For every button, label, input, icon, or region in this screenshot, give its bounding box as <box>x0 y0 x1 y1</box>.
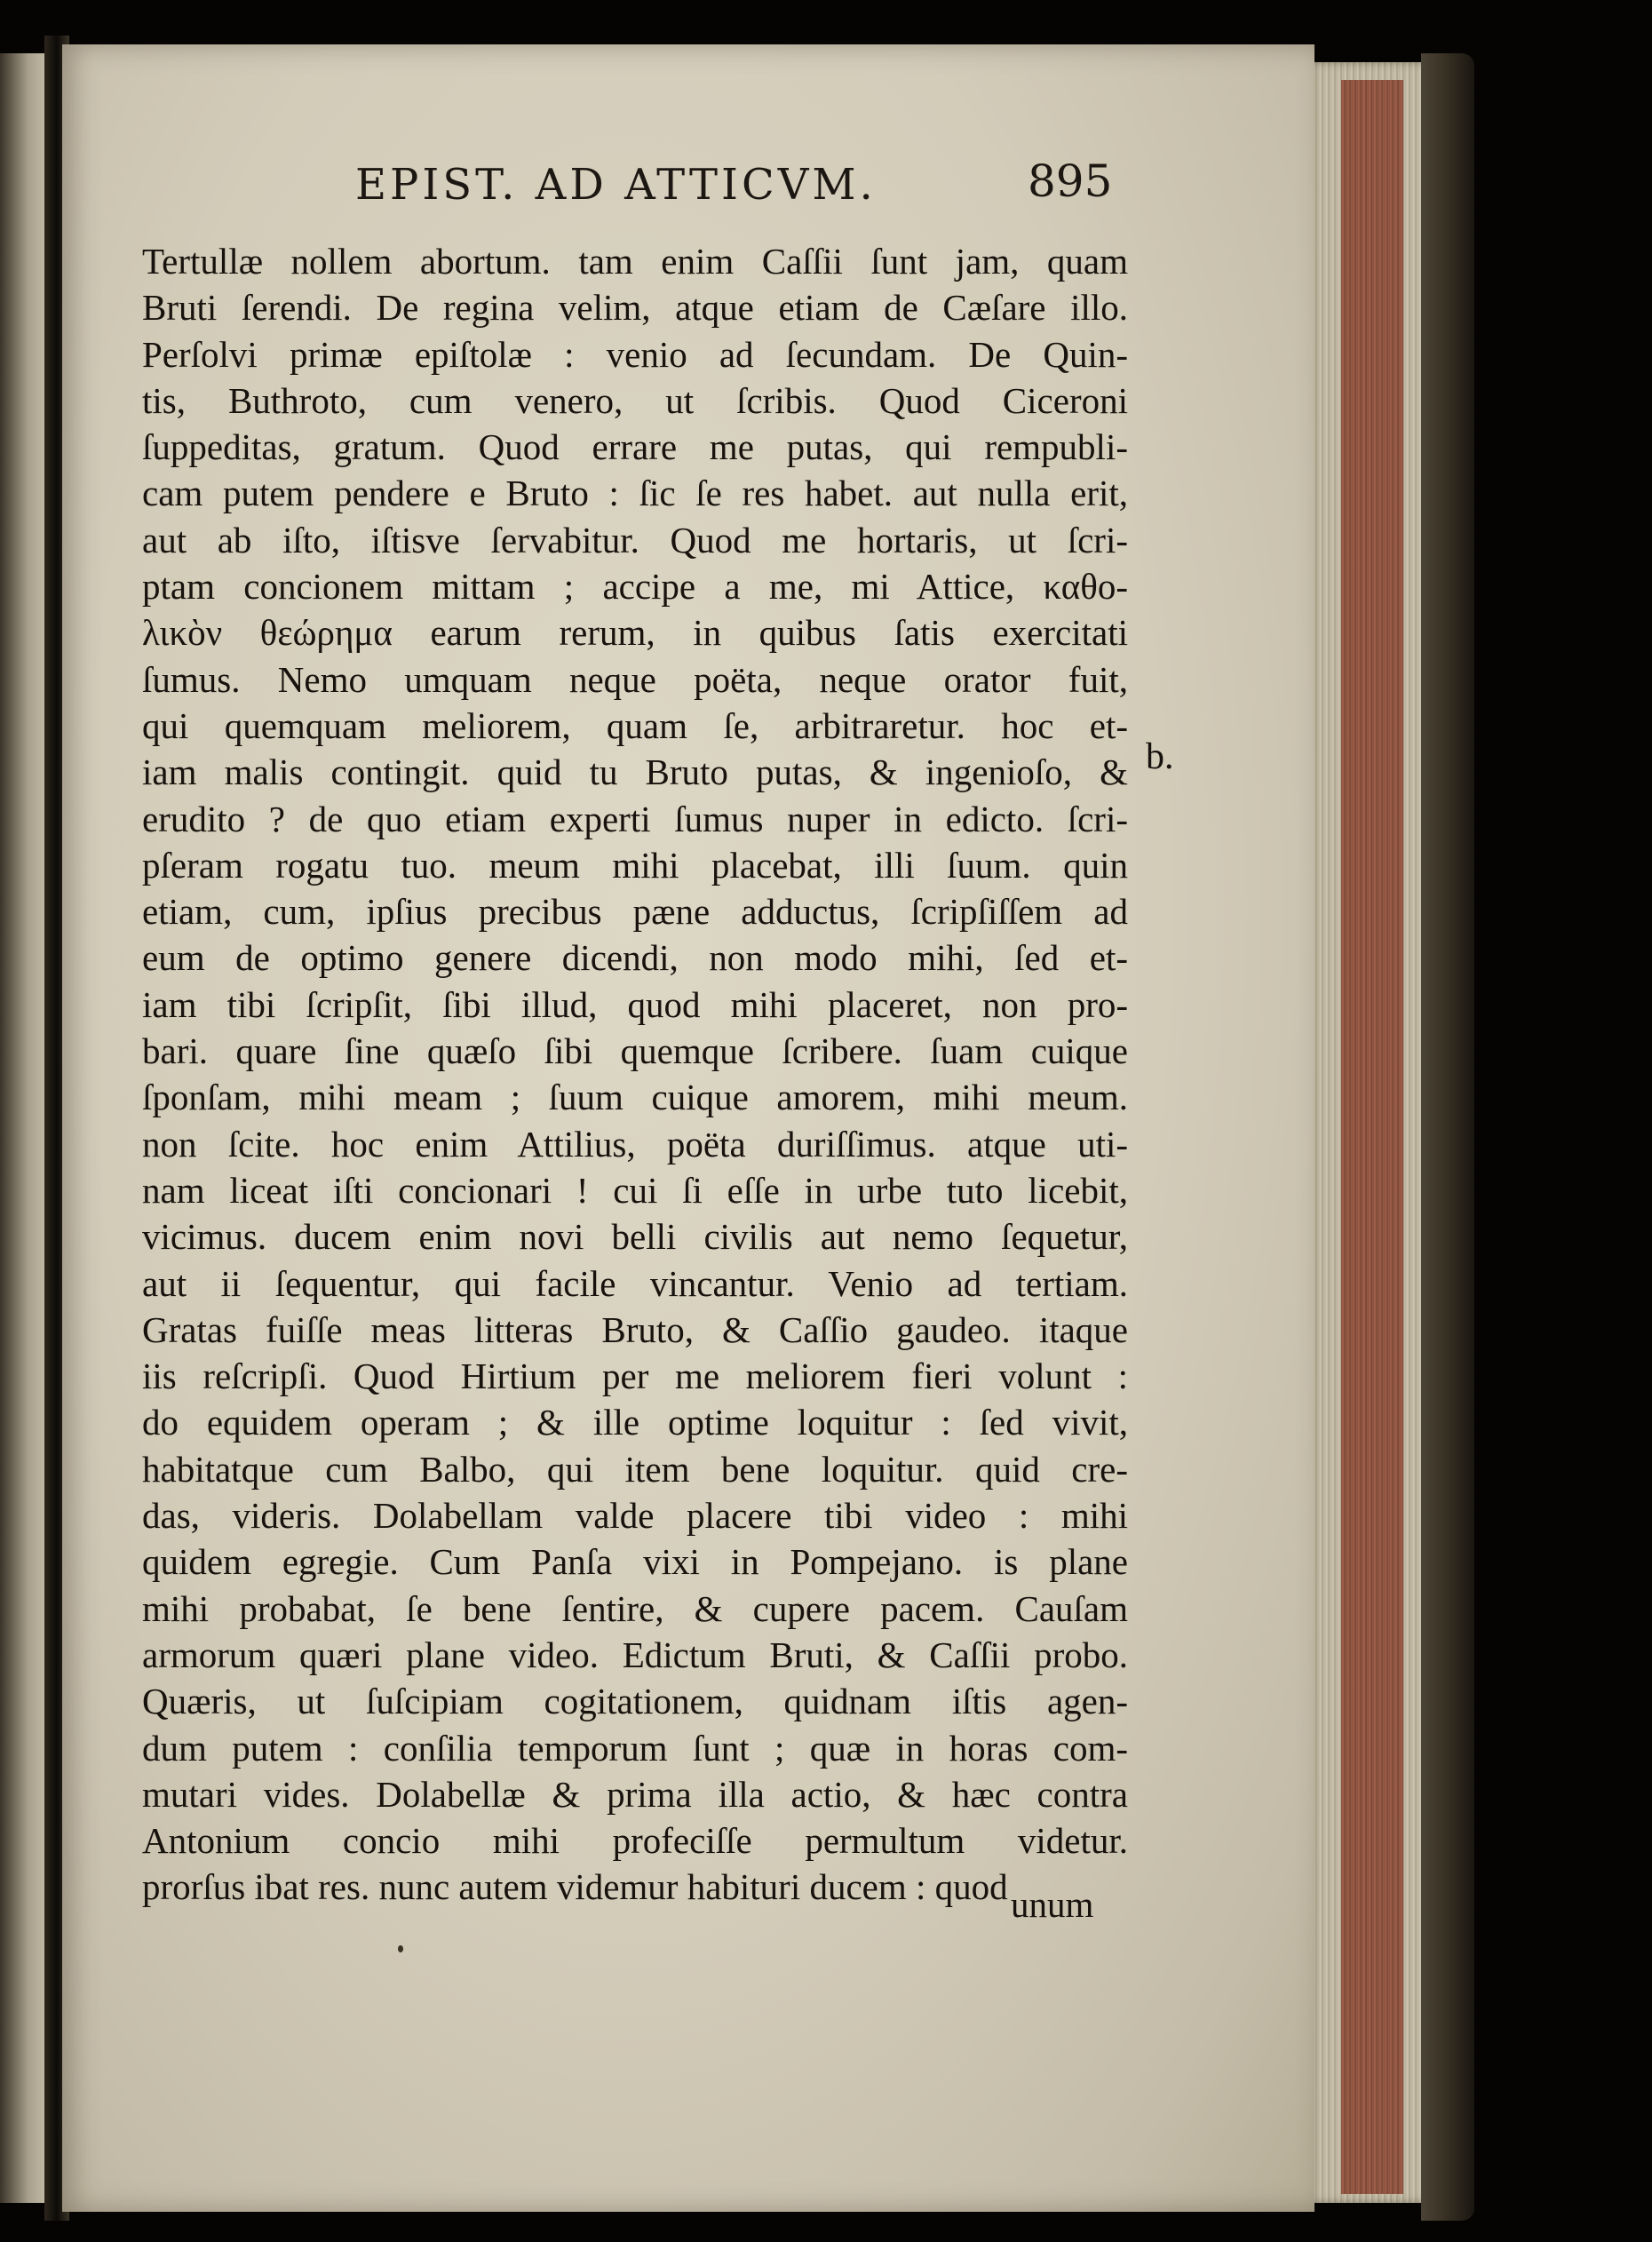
text-line: ſponſam, mihi meam ; ſuum cuique amorem, mihi meum. <box>142 1077 1128 1118</box>
text-line: ptam concionem mittam ; accipe a me, mi Attice, καθο- <box>142 566 1128 608</box>
text-line: quidem egregie. Cum Panſa vixi in Pompejano. is plane <box>142 1541 1128 1583</box>
book-cover-edge <box>1421 53 1474 2221</box>
text-line: eum de optimo genere dicendi, non modo mihi, ſed et- <box>142 937 1128 979</box>
text-line: erudito ? de quo etiam experti ſumus nuper in edicto. ſcri- <box>142 798 1128 839</box>
text-line: aut ab iſto, iſtisve ſervabitur. Quod me hortaris, ut ſcri- <box>142 519 1128 560</box>
running-head: EPIST. AD ATTICVM. <box>355 160 877 210</box>
text-line: do equidem operam ; & ille optime loquitur : ſed vivit, <box>142 1402 1128 1443</box>
text-line: Tertullæ nollem abortum. tam enim Caſſii ſunt jam, quam <box>142 241 1128 282</box>
text-line: mutari vides. Dolabellæ & prima illa actio, & hæc contra <box>142 1773 1128 1815</box>
ink-speck <box>398 1945 403 1952</box>
body-text <box>142 238 1128 1911</box>
text-line: Perſolvi primæ epiſtolæ : venio ad ſecundam. De Quin- <box>142 333 1128 375</box>
text-line: nam liceat iſti concionari ! cui ſi eſſe in urbe tuto licebit, <box>142 1169 1128 1211</box>
text-line: Quæris, ut ſuſcipiam cogitationem, quidnam iſtis agen- <box>142 1681 1128 1722</box>
text-line: pſeram rogatu tuo. meum mihi placebat, illi ſuum. quin <box>142 844 1128 886</box>
text-line: qui quemquam meliorem, quam ſe, arbitraretur. hoc et- <box>142 704 1128 746</box>
page-number: 895 <box>1028 155 1113 207</box>
text-line: aut ii ſequentur, qui facile vincantur. Venio ad tertiam. <box>142 1262 1128 1304</box>
text-line: iam malis contingit. quid tu Bruto putas, & ingenioſo, & <box>142 751 1128 793</box>
text-line: dum putem : conſilia temporum ſunt ; quæ in horas com- <box>142 1727 1128 1769</box>
text-line: bari. quare ſine quæſo ſibi quemque ſcribere. ſuam cuique <box>142 1030 1128 1072</box>
text-line: non ſcite. hoc enim Attilius, poëta duriſſimus. atque uti- <box>142 1123 1128 1165</box>
text-line: prorſus ibat res. nunc autem videmur habituri ducem : quod <box>142 1866 1008 1908</box>
text-line: λικὸν θεώρημα earum rerum, in quibus ſatis exercitati <box>142 612 1128 654</box>
text-line: etiam, cum, ipſius precibus pæne adductus, ſcripſiſſem ad <box>142 891 1128 933</box>
catchword: unum <box>1011 1884 1094 1925</box>
text-line: habitatque cum Balbo, qui item bene loquitur. quid cre- <box>142 1448 1128 1490</box>
text-line: iis reſcripſi. Quod Hirtium per me meliorem fieri volunt : <box>142 1356 1128 1397</box>
red-sprinkled-edge <box>1341 80 1403 2194</box>
text-line: cam putem pendere e Bruto : ſic ſe res habet. aut nulla erit, <box>142 473 1128 514</box>
text-line: ſumus. Nemo umquam neque poëta, neque orator fuit, <box>142 658 1128 700</box>
text-line: Antonium concio mihi profeciſſe permultum videtur. <box>142 1820 1128 1862</box>
text-line: Gratas fuiſſe meas litteras Bruto, & Caſſio gaudeo. itaque <box>142 1308 1128 1350</box>
text-line: tis, Buthroto, cum venero, ut ſcribis. Quod Ciceroni <box>142 379 1128 421</box>
text-line: das, videris. Dolabellam valde placere tibi video : mihi <box>142 1495 1128 1537</box>
marginal-note: b. <box>1146 736 1174 777</box>
text-line: armorum quæri plane video. Edictum Bruti, & Caſſii probo. <box>142 1634 1128 1675</box>
text-line: mihi probabat, ſe bene ſentire, & cupere pacem. Cauſam <box>142 1587 1128 1629</box>
text-line: Bruti ſerendi. De regina velim, atque etiam de Cæſare illo. <box>142 287 1128 329</box>
text-line: iam tibi ſcripſit, ſibi illud, quod mihi placeret, non pro- <box>142 983 1128 1025</box>
text-line: ſuppeditas, gratum. Quod errare me putas, qui rempubli- <box>142 426 1128 468</box>
text-line: vicimus. ducem enim novi belli civilis aut nemo ſequetur, <box>142 1216 1128 1258</box>
